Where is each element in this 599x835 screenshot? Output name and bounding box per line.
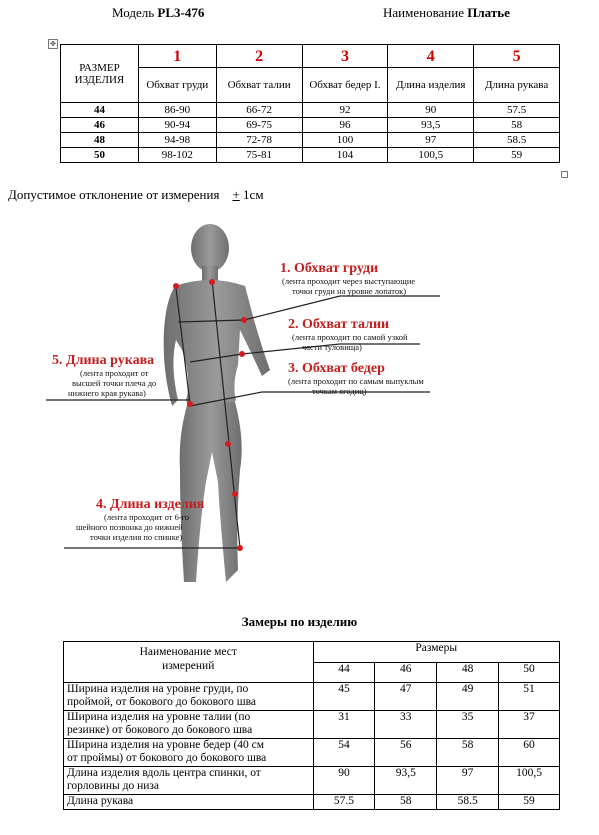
row-label-line2: от проймы) от бокового до бокового шва <box>67 752 267 764</box>
col-number-2: 2 <box>216 45 302 68</box>
table-cell: 51 <box>499 683 560 711</box>
table-cell: 37 <box>499 711 560 739</box>
row-label <box>64 711 314 739</box>
row-label <box>64 683 314 711</box>
table-cell: 69-75 <box>216 118 302 133</box>
name-value: Платье <box>467 5 510 20</box>
annotation-sleeve-note-3: нижнего края рукава) <box>68 388 146 398</box>
table-cell: 100,5 <box>388 148 474 163</box>
table-cell: 104 <box>302 148 388 163</box>
table-row <box>61 118 560 133</box>
table-cell: 58 <box>437 739 499 767</box>
annotation-sleeve-note: (лента проходит от <box>80 368 149 378</box>
table-row <box>61 148 560 163</box>
table-cell: 33 <box>375 711 437 739</box>
annotation-hips-note-2: точкам ягодиц) <box>312 386 367 396</box>
size-col-46: 46 <box>375 663 437 683</box>
table-cell: 54 <box>313 739 375 767</box>
table-cell: 86-90 <box>138 103 216 118</box>
annotation-length-title: 4. Длина изделия <box>96 497 205 512</box>
table-cell: 58 <box>474 118 560 133</box>
table-cell: 100,5 <box>499 767 560 795</box>
table-cell: 66-72 <box>216 103 302 118</box>
annotation-waist-title: 2. Обхват талии <box>288 317 390 332</box>
table-cell: 97 <box>437 767 499 795</box>
table-cell: 59 <box>499 795 560 810</box>
col-label-length: Длина изделия <box>388 68 474 103</box>
col-label-hips: Обхват бедер I. <box>302 68 388 103</box>
tolerance-value: 1см <box>243 187 264 202</box>
table-cell: 92 <box>302 103 388 118</box>
col-number-1: 1 <box>138 45 216 68</box>
table-row <box>64 795 560 810</box>
row-label-line1: Ширина изделия на уровне бедер (40 см <box>67 739 265 751</box>
table-cell: 96 <box>302 118 388 133</box>
table-resize-handle[interactable] <box>561 171 568 178</box>
table-cell: 58.5 <box>474 133 560 148</box>
table-move-icon[interactable]: ✥ <box>48 39 58 49</box>
size-col-50: 50 <box>499 663 560 683</box>
table-cell: 97 <box>388 133 474 148</box>
table-row <box>64 739 560 767</box>
row-label-line2: резинке) от бокового до бокового шва <box>67 724 253 736</box>
table-cell: 75-81 <box>216 148 302 163</box>
size-header: РАЗМЕР ИЗДЕЛИЯ <box>61 45 139 103</box>
measurements-name-header <box>64 642 314 683</box>
table-cell: 57.5 <box>474 103 560 118</box>
size-col-48: 48 <box>437 663 499 683</box>
table-cell: 35 <box>437 711 499 739</box>
col-label-waist: Обхват талии <box>216 68 302 103</box>
model-value: PL3-476 <box>157 5 205 20</box>
measurements-table <box>63 641 560 810</box>
col-number-3: 3 <box>302 45 388 68</box>
annotation-waist-note: (лента проходит по самой узкой <box>292 332 408 342</box>
table-cell: 59 <box>474 148 560 163</box>
table-row <box>61 133 560 148</box>
size-cell: 48 <box>61 133 139 148</box>
table-cell: 98-102 <box>138 148 216 163</box>
tolerance-text: Допустимое отклонение от измерения <box>8 187 220 202</box>
row-label <box>64 767 314 795</box>
annotation-waist-note-2: части туловища) <box>302 342 362 352</box>
annotation-hips-note: (лента проходит по самым выпуклым <box>288 376 424 386</box>
annotation-sleeve-title: 5. Длина рукава <box>52 353 155 368</box>
row-label-line2: горловины до низа <box>67 780 160 792</box>
table-cell: 31 <box>313 711 375 739</box>
model-label: Модель <box>112 5 155 20</box>
table-cell: 56 <box>375 739 437 767</box>
row-label-line1: Ширина изделия на уровне талии (по <box>67 711 251 723</box>
table-cell: 58.5 <box>437 795 499 810</box>
row-label-line1: Длина изделия вдоль центра спинки, от <box>67 767 261 779</box>
size-cell: 50 <box>61 148 139 163</box>
size-table <box>60 44 560 163</box>
annotation-chest-note: (лента проходит через выступающие <box>282 276 416 286</box>
annotation-sleeve-note-2: высшей точки плеча до <box>72 378 157 388</box>
row-label-line2: проймой, от бокового до бокового шва <box>67 696 256 708</box>
table-cell: 58 <box>375 795 437 810</box>
measurements-title: Замеры по изделию <box>241 614 358 629</box>
model-header <box>112 5 204 21</box>
col-number-4: 4 <box>388 45 474 68</box>
table-cell: 90-94 <box>138 118 216 133</box>
col-label-sleeve: Длина рукава <box>474 68 560 103</box>
plus-minus-sign: + <box>232 187 240 202</box>
annotation-chest-note-2: точки груди на уровне лопаток) <box>292 286 407 296</box>
name-label: Наименование <box>383 5 464 20</box>
col-label-chest: Обхват груди <box>138 68 216 103</box>
table-row <box>64 683 560 711</box>
size-cell: 44 <box>61 103 139 118</box>
measurement-figure <box>40 220 560 595</box>
sizes-header: Размеры <box>313 642 559 663</box>
table-row <box>61 103 560 118</box>
table-cell: 72-78 <box>216 133 302 148</box>
row-label <box>64 739 314 767</box>
col-number-5: 5 <box>474 45 560 68</box>
table-row <box>64 767 560 795</box>
table-cell: 57.5 <box>313 795 375 810</box>
annotation-hips-title: 3. Обхват бедер <box>288 361 385 376</box>
row-label-line1: Ширина изделия на уровне груди, по <box>67 683 249 695</box>
table-cell: 93,5 <box>388 118 474 133</box>
table-cell: 90 <box>388 103 474 118</box>
table-cell: 45 <box>313 683 375 711</box>
tolerance-note <box>8 187 264 203</box>
measurements-name-header-text: Наименование мест измерений <box>139 646 237 672</box>
table-cell: 94-98 <box>138 133 216 148</box>
row-label: Длина рукава <box>64 795 314 810</box>
table-cell: 93,5 <box>375 767 437 795</box>
table-cell: 60 <box>499 739 560 767</box>
product-name-header <box>383 5 510 21</box>
table-cell: 47 <box>375 683 437 711</box>
annotation-length-note: (лента проходит от 6-го <box>104 512 190 522</box>
annotation-length-note-2: шейного позвонка до нижней <box>76 522 183 532</box>
annotation-length-note-3: точки изделия по спинке) <box>90 532 183 542</box>
size-cell: 46 <box>61 118 139 133</box>
size-col-44: 44 <box>313 663 375 683</box>
table-row <box>64 711 560 739</box>
table-cell: 100 <box>302 133 388 148</box>
table-cell: 49 <box>437 683 499 711</box>
annotation-chest-title: 1. Обхват груди <box>280 261 379 276</box>
table-cell: 90 <box>313 767 375 795</box>
